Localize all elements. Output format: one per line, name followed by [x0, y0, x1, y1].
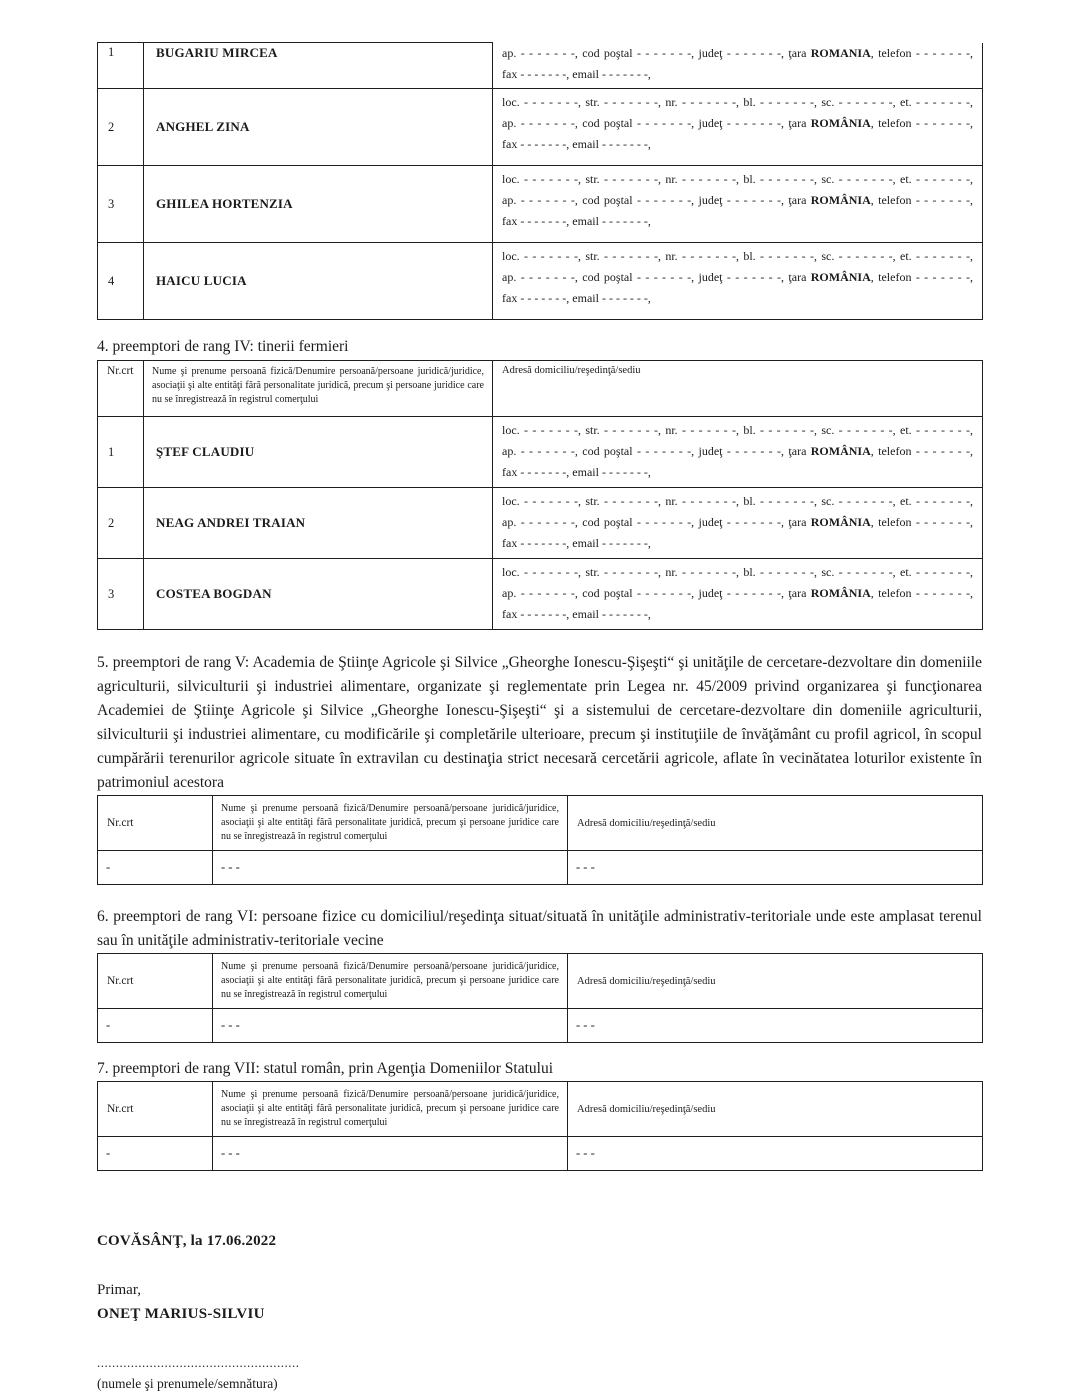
- row-number: 1: [98, 417, 144, 488]
- table-row: [98, 417, 983, 488]
- country-name: ROMÂNIA: [810, 444, 871, 458]
- signature-hint: (numele şi prenumele/semnătura): [97, 1376, 278, 1391]
- table-row: [98, 559, 983, 630]
- col-header-name: Nume şi prenume persoană fizică/Denumire persoană/persoane juridică/juridice, asociaţii şi alte entităţi fără personalitate juridică, precum şi persoane juridice care nu se înregistrează în registrul comerţului: [144, 361, 493, 417]
- table-row: [98, 243, 983, 320]
- country-name: ROMÂNIA: [810, 515, 871, 529]
- address-line: fax - - - - - - -, email - - - - - - -,: [502, 607, 651, 621]
- col-header-address: Adresă domiciliu/reşedinţă/sediu: [568, 954, 983, 1009]
- address-line: loc. - - - - - - -, str. - - - - - - -, nr. - - - - - - -, bl. - - - - - - -, sc. - - - - - - -, et. - - - - - - -,: [502, 95, 973, 109]
- address-cell: [493, 166, 983, 243]
- document-page: [97, 0, 982, 1392]
- row-number: 1: [98, 43, 144, 89]
- country-name: ROMÂNIA: [810, 586, 871, 600]
- row-number: 4: [98, 243, 144, 320]
- place-and-date: COVĂSÂNŢ, la 17.06.2022: [97, 1233, 277, 1249]
- section6-paragraph: 6. preemptori de rang VI: persoane fizice cu domiciliul/reşedinţa situat/situată în unităţile administrativ-teritoriale unde este amplasat terenul sau în unităţile administrativ-teritoriale vecine: [97, 908, 982, 949]
- address-line: loc. - - - - - - -, str. - - - - - - -, nr. - - - - - - -, bl. - - - - - - -, sc. - - - - - - -, et. - - - - - - -,: [502, 565, 973, 579]
- address-line: ap. - - - - - - -, cod poştal - - - - - - -, judeţ - - - - - - -, ţara ROMÂNIA, telefon - - - - - - -,: [502, 586, 973, 600]
- col-header-name: Nume şi prenume persoană fizică/Denumire persoană/persoane juridică/juridice, asociaţii şi alte entităţi fără personalitate juridică, precum şi persoane juridice care nu se înregistrează în registrul comerţului: [213, 796, 568, 851]
- cell-nr: -: [98, 1009, 213, 1043]
- cell-address: - - -: [568, 851, 983, 885]
- address-line: ap. - - - - - - -, cod poştal - - - - - - -, judeţ - - - - - - -, ţara ROMÂNIA, telefon - - - - - - -,: [502, 444, 973, 458]
- empty-row: [98, 1137, 983, 1171]
- col-header-name: Nume şi prenume persoană fizică/Denumire persoană/persoane juridică/juridice, asociaţii şi alte entităţi fără personalitate juridică, precum şi persoane juridice care nu se înregistrează în registrul comerţului: [213, 954, 568, 1009]
- table-header-row: [98, 796, 983, 851]
- address-line: fax - - - - - - -, email - - - - - - -,: [502, 137, 651, 151]
- country-name: ROMÂNIA: [810, 270, 871, 284]
- person-name: BUGARIU MIRCEA: [144, 43, 493, 89]
- address-line: loc. - - - - - - -, str. - - - - - - -, nr. - - - - - - -, bl. - - - - - - -, sc. - - - - - - -, et. - - - - - - -,: [502, 249, 973, 263]
- col-header-name: Nume şi prenume persoană fizică/Denumire persoană/persoane juridică/juridice, asociaţii şi alte entităţi fără personalitate juridică, precum şi persoane juridice care nu se înregistrează în registrul comerţului: [213, 1082, 568, 1137]
- address-cell: [493, 243, 983, 320]
- cell-name: - - -: [213, 1137, 568, 1171]
- address-cell: [493, 417, 983, 488]
- section4-title: 4. preemptori de rang IV: tinerii fermieri: [97, 338, 349, 355]
- col-header-nr: Nr.crt: [98, 954, 213, 1009]
- country-name: ROMÂNIA: [810, 116, 871, 130]
- country-name: ROMANIA: [810, 45, 871, 60]
- table-header-row: [98, 1082, 983, 1137]
- person-name: ŞTEF CLAUDIU: [144, 417, 493, 488]
- continuation-table: [97, 42, 983, 320]
- address-line: fax - - - - - - -, email - - - - - - -,: [502, 291, 651, 305]
- section7-table: [97, 1081, 983, 1171]
- signer-name: ONEŢ MARIUS-SILVIU: [97, 1306, 265, 1322]
- address-cell: [493, 89, 983, 166]
- table-header-row: [98, 361, 983, 417]
- address-cell: [493, 488, 983, 559]
- signer-role: Primar,: [97, 1282, 141, 1298]
- person-name: NEAG ANDREI TRAIAN: [144, 488, 493, 559]
- address-cell: [493, 43, 983, 89]
- cell-address: - - -: [568, 1009, 983, 1043]
- address-line: fax - - - - - - -, email - - - - - - -,: [502, 465, 651, 479]
- col-header-address: Adresă domiciliu/reşedinţă/sediu: [568, 1082, 983, 1137]
- person-name: GHILEA HORTENZIA: [144, 166, 493, 243]
- person-name: HAICU LUCIA: [144, 243, 493, 320]
- empty-row: [98, 1009, 983, 1043]
- table-header-row: [98, 954, 983, 1009]
- col-header-address: Adresă domiciliu/reşedinţă/sediu: [493, 361, 983, 417]
- cell-name: - - -: [213, 851, 568, 885]
- address-line: loc. - - - - - - -, str. - - - - - - -, nr. - - - - - - -, bl. - - - - - - -, sc. - - - - - - -, et. - - - - - - -,: [502, 423, 973, 437]
- col-header-nr: Nr.crt: [98, 796, 213, 851]
- address-line: loc. - - - - - - -, str. - - - - - - -, nr. - - - - - - -, bl. - - - - - - -, sc. - - - - - - -, et. - - - - - - -,: [502, 172, 973, 186]
- table-row: [98, 166, 983, 243]
- address-line: ap. - - - - - - -, cod poştal - - - - - - -, judeţ - - - - - - -, ţara ROMANIA, telefon - - - - - - -,: [502, 45, 973, 60]
- country-name: ROMÂNIA: [810, 193, 871, 207]
- row-number: 2: [98, 488, 144, 559]
- table-row: [98, 89, 983, 166]
- col-header-address: Adresă domiciliu/reşedinţă/sediu: [568, 796, 983, 851]
- cell-nr: -: [98, 851, 213, 885]
- address-line: ap. - - - - - - -, cod poştal - - - - - - -, judeţ - - - - - - -, ţara ROMÂNIA, telefon - - - - - - -,: [502, 270, 973, 284]
- address-line: fax - - - - - - -, email - - - - - - -,: [502, 214, 651, 228]
- row-number: 3: [98, 166, 144, 243]
- address-line: fax - - - - - - -, email - - - - - - -,: [502, 536, 651, 550]
- signature-dotted-line: ......................................................: [97, 1355, 300, 1370]
- section7-title: 7. preemptori de rang VII: statul român, prin Agenţia Domeniilor Statului: [97, 1060, 554, 1077]
- cell-address: - - -: [568, 1137, 983, 1171]
- cell-nr: -: [98, 1137, 213, 1171]
- address-line: ap. - - - - - - -, cod poştal - - - - - - -, judeţ - - - - - - -, ţara ROMÂNIA, telefon - - - - - - -,: [502, 515, 973, 529]
- section5-paragraph: 5. preemptori de rang V: Academia de Ştiinţe Agricole şi Silvice „Gheorghe Ionescu-Şişeşti“ şi unităţile de cercetare-dezvoltare din domeniile agriculturii, silviculturii şi industriei alimentare, organizate şi reglementate prin Legea nr. 45/2009 privind organizarea şi funcţionarea Academiei de Ştiinţe Agricole şi Silvice „Gheorghe Ionescu-Şişeşti“ şi a sistemului de cercetare-dezvoltare din domeniile agriculturii, silviculturii şi industriei alimentare, cu modificările şi completările ulterioare, precum şi instituţiile de învăţământ cu profil agricol, în scopul cumpărării terenurilor agricole situate în extravilan cu destinaţia strict necesară cercetării agricole, aflate în vecinătatea loturilor existente în patrimoniul acestora: [97, 654, 982, 791]
- person-name: COSTEA BOGDAN: [144, 559, 493, 630]
- col-header-nr: Nr.crt: [98, 361, 144, 417]
- table-row: [98, 488, 983, 559]
- address-line: ap. - - - - - - -, cod poştal - - - - - - -, judeţ - - - - - - -, ţara ROMÂNIA, telefon - - - - - - -,: [502, 116, 973, 130]
- row-number: 3: [98, 559, 144, 630]
- cell-name: - - -: [213, 1009, 568, 1043]
- table-row: [98, 43, 983, 89]
- empty-row: [98, 851, 983, 885]
- address-line: fax - - - - - - -, email - - - - - - -,: [502, 66, 651, 81]
- row-number: 2: [98, 89, 144, 166]
- address-line: ap. - - - - - - -, cod poştal - - - - - - -, judeţ - - - - - - -, ţara ROMÂNIA, telefon - - - - - - -,: [502, 193, 973, 207]
- section6-table: [97, 953, 983, 1043]
- col-header-nr: Nr.crt: [98, 1082, 213, 1137]
- section4-table: [97, 360, 983, 630]
- section5-table: [97, 795, 983, 885]
- person-name: ANGHEL ZINA: [144, 89, 493, 166]
- address-cell: [493, 559, 983, 630]
- address-line: loc. - - - - - - -, str. - - - - - - -, nr. - - - - - - -, bl. - - - - - - -, sc. - - - - - - -, et. - - - - - - -,: [502, 494, 973, 508]
